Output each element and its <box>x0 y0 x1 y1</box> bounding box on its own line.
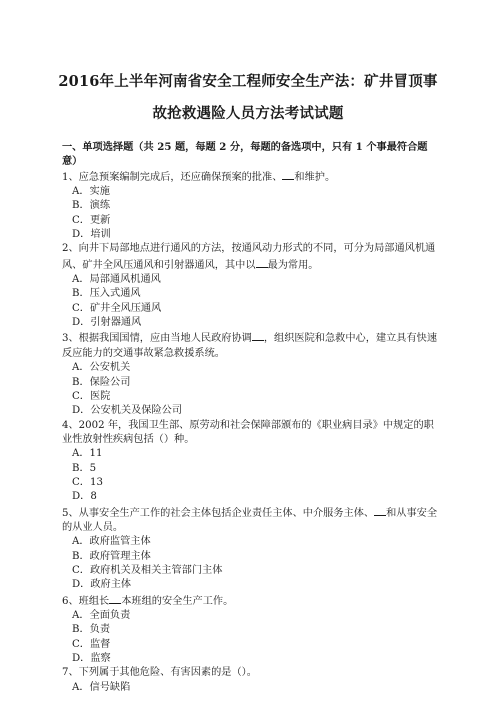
answer-blank <box>256 257 268 268</box>
question-stem <box>62 593 442 609</box>
exam-content <box>62 140 442 695</box>
answer-option: C．医院 <box>72 390 111 402</box>
question-stem <box>62 505 442 536</box>
answer-option: C．更新 <box>72 214 111 226</box>
answer-blank <box>109 593 121 604</box>
document-title-line-2: 故抢救遇险人员方法考试试题 <box>152 105 344 122</box>
section-heading: 一、单项选择题（共 25 题，每题 2 分，每题的备选项中，只有 1 个事最符合题意） <box>62 141 428 168</box>
answer-option: B．压入式通风 <box>72 288 141 300</box>
answer-option: D．公安机关及保险公司 <box>72 405 183 417</box>
question-stem-text: 1、应急预案编制完成后，还应确保预案的批准、 <box>62 171 283 183</box>
answer-option: B．负责 <box>72 624 111 636</box>
answer-option: A．公安机关 <box>72 362 131 374</box>
answer-option: D．监察 <box>72 653 111 665</box>
answer-option: A．政府监管主体 <box>72 536 151 548</box>
question-stem <box>62 169 442 185</box>
answer-option: B．政府管理主体 <box>72 550 151 562</box>
answer-option: A．实施 <box>72 186 110 198</box>
answer-option: D．培训 <box>72 229 111 241</box>
question-stem-text: 6、班组长 <box>62 595 110 607</box>
question-stem-text: 2、向井下局部地点进行通风的方法，按通风动力形式的不同，可分为局部通风机通风、矿井全风压通风和引射器通风，其中以 <box>62 243 436 271</box>
answer-option: A．局部通风机通风 <box>72 274 161 286</box>
question-stem-text: 和维护。 <box>294 171 336 183</box>
question-stem <box>62 242 442 273</box>
question-stem-text: ，组织医院和急救中心，建立具有快速反应能力的交通事故紧急救援系统。 <box>62 333 438 359</box>
answer-option: B．5 <box>72 462 97 474</box>
answer-option: A．11 <box>72 448 103 460</box>
answer-option: C．监督 <box>72 638 111 650</box>
answer-option: C．矿井全风压通风 <box>72 302 162 314</box>
answer-option: D．政府主体 <box>72 579 132 591</box>
question-stem <box>62 419 442 448</box>
question-stem-text: 3、根据我国国情，应由当地人民政府协调 <box>62 333 252 345</box>
question-stem <box>62 330 442 361</box>
answer-option: B．演练 <box>72 200 111 212</box>
question-stem-text: 最为常用。 <box>267 259 319 271</box>
answer-option: B．保险公司 <box>72 376 131 388</box>
answer-option: D．引射器通风 <box>72 317 142 329</box>
question-stem-text: 本班组的安全生产工作。 <box>121 595 234 607</box>
answer-option: A．信号缺陷 <box>72 681 131 693</box>
question-stem-text: 和从事安全的从业人员。 <box>62 507 438 533</box>
answer-blank <box>282 169 294 180</box>
answer-blank <box>252 330 264 341</box>
question-stem-text: 7、下列属于其他危险、有害因素的是（）。 <box>62 667 257 679</box>
answer-option: C．政府机关及相关主管部门主体 <box>72 564 223 576</box>
question-stem <box>62 666 442 680</box>
question-stem-text: 4、2002 年，我国卫生部、原劳动和社会保障部颁布的《职业病目录》中规定的职业性放射性疾病包括（）种。 <box>62 419 434 445</box>
question-stem-text: 5、从事安全生产工作的社会主体包括企业责任主体、中介服务主体、 <box>62 507 375 519</box>
answer-option: A．全面负责 <box>72 610 131 621</box>
answer-option: C．13 <box>72 476 103 488</box>
answer-blank <box>374 505 386 516</box>
answer-option: D．8 <box>72 491 97 503</box>
document-title-line-1: 2016年上半年河南省安全工程师安全生产法：矿井冒顶事 <box>58 73 438 90</box>
question-list <box>62 169 442 695</box>
